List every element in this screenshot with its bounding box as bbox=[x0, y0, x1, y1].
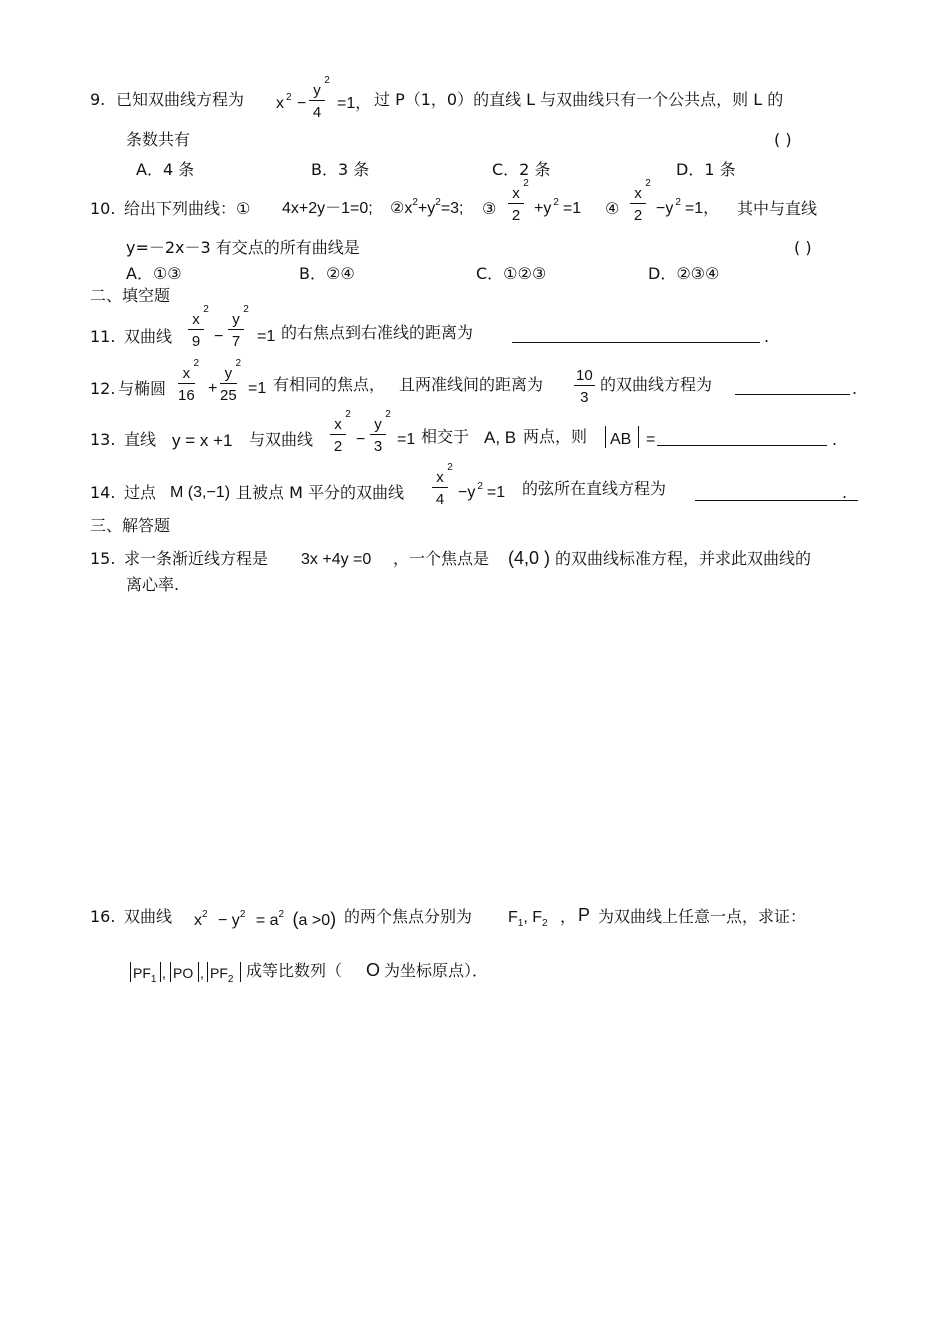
q11-fraction-x: x 2 9 bbox=[188, 312, 204, 349]
q13-line-equation: y = x +1 bbox=[172, 431, 233, 450]
q10-answer-paren: ( ) bbox=[794, 238, 812, 257]
q15-text: ，一个焦点是 bbox=[393, 549, 490, 568]
q9-prefix: 已知双曲线方程为 bbox=[116, 90, 245, 109]
q10-curve4-fraction: x 2 2 bbox=[630, 186, 646, 223]
q16-line2-text: 成等比数列（ bbox=[246, 961, 343, 980]
q9-fraction: y 2 4 bbox=[309, 83, 325, 120]
q12-prefix: 与椭圆 bbox=[118, 379, 167, 398]
q12-eq: =1 bbox=[248, 380, 267, 397]
q12-distance-fraction: 10 3 bbox=[576, 367, 593, 406]
q12-text1: 有相同的焦点， bbox=[273, 375, 386, 394]
q16-pf2: $PF_2$ bbox=[210, 965, 234, 985]
q11-end: . bbox=[764, 327, 770, 346]
q11-eq: =1 bbox=[257, 328, 276, 345]
q16-abs-bar bbox=[198, 962, 199, 982]
q10-option-b: B．②④ bbox=[299, 264, 355, 283]
q16-sep: ， bbox=[560, 907, 577, 926]
q12-text3: 的双曲线方程为 bbox=[600, 375, 713, 394]
q9-eq-rhs: =1， bbox=[337, 95, 372, 112]
q9-text: 过 P（1，0）的直线 L 与双曲线只有一个公共点，则 L 的 bbox=[374, 90, 784, 109]
q16-prefix: 双曲线 bbox=[124, 907, 173, 926]
q10-option-c: C．①②③ bbox=[476, 264, 547, 283]
q12-fraction-x: x 2 16 bbox=[178, 358, 200, 404]
q10-curve3-rest: +y $^2$ =1 bbox=[534, 197, 582, 217]
q12-end: . bbox=[852, 379, 858, 398]
q15-number: 15. bbox=[90, 549, 116, 568]
q16-sep2: , bbox=[200, 965, 204, 981]
q10-number: 10. bbox=[90, 199, 116, 218]
q10-line2: y=－2x－3 有交点的所有曲线是 bbox=[126, 238, 360, 257]
q11-prefix: 双曲线 bbox=[124, 327, 173, 346]
q9-answer-paren: ( ) bbox=[774, 130, 792, 149]
q10-curve3-label: ③ bbox=[482, 199, 497, 218]
q9-option-a: A．4 条 bbox=[136, 160, 195, 179]
q9-option-d: D．1 条 bbox=[676, 160, 736, 179]
q10-curve4-label: ④ bbox=[605, 199, 620, 218]
q9-option-c: C．2 条 bbox=[492, 160, 551, 179]
q9-eq-x: x $^2$ bbox=[276, 92, 292, 112]
section-heading-solve: 三、解答题 bbox=[90, 516, 171, 535]
q14-number: 14. bbox=[90, 483, 116, 502]
q13-eq2: = bbox=[646, 431, 656, 448]
q16-po: PO bbox=[173, 965, 194, 981]
q9-number: 9. bbox=[90, 90, 106, 109]
q11-answer-blank[interactable] bbox=[512, 342, 760, 343]
q13-mid: 与双曲线 bbox=[249, 430, 314, 449]
q16-text: 的两个焦点分别为 bbox=[344, 907, 473, 926]
q16-point-p: P bbox=[578, 905, 591, 925]
q13-answer-blank[interactable] bbox=[657, 445, 827, 446]
q14-prefix: 过点 bbox=[124, 483, 157, 502]
q14-text2: 的弦所在直线方程为 bbox=[522, 479, 667, 498]
q14-rest: −y $^2$ =1 bbox=[458, 481, 506, 501]
q14-text: 且被点 M 平分的双曲线 bbox=[236, 483, 404, 502]
q13-abs-right bbox=[638, 426, 639, 448]
q13-text2: 两点，则 bbox=[523, 427, 588, 446]
q14-answer-blank[interactable] bbox=[695, 500, 858, 501]
q11-text: 的右焦点到右准线的距离为 bbox=[281, 323, 474, 342]
q13-text: 相交于 bbox=[421, 427, 470, 446]
q13-ab: AB bbox=[610, 431, 632, 448]
q12-fraction-y: y 2 25 bbox=[220, 358, 242, 404]
q10-curve3-fraction: x 2 2 bbox=[508, 186, 524, 223]
q9-option-b: B．3 条 bbox=[311, 160, 370, 179]
q10-suffix: 其中与直线 bbox=[737, 199, 818, 218]
q9-line2: 条数共有 bbox=[126, 130, 191, 149]
q16-text2: 为双曲线上任意一点，求证： bbox=[598, 907, 807, 926]
q16-pf1: $PF_1$ bbox=[133, 965, 157, 985]
section-heading-fill-in: 二、填空题 bbox=[90, 286, 171, 305]
q16-abs-bar bbox=[240, 962, 241, 982]
q10-curve4-rest: −y $^2$ =1， bbox=[656, 197, 720, 217]
q16-line2-end: 为坐标原点）． bbox=[384, 961, 489, 980]
q10-curve2: $②x^2+y^2=3$; bbox=[390, 197, 464, 217]
q16-abs-bar bbox=[160, 962, 161, 982]
q16-foci: $F_1$, $F_2$ bbox=[508, 909, 548, 930]
q16-abs-bar bbox=[207, 962, 208, 982]
q16-abs-bar bbox=[130, 962, 131, 982]
q16-sep1: , bbox=[162, 965, 166, 981]
q15-asymptote: 3x +4y =0 bbox=[301, 551, 372, 568]
q16-equation: $x^2 - y^2 = a^2$ (a >0) bbox=[194, 909, 337, 929]
q15-text2: 的双曲线标准方程，并求此双曲线的 bbox=[555, 549, 812, 568]
q11-fraction-y: y 2 7 bbox=[228, 312, 244, 349]
q14-point: M (3,−1) bbox=[170, 484, 231, 501]
q15-focus: (4,0 ) bbox=[508, 548, 551, 568]
q10-option-a: A．①③ bbox=[126, 264, 182, 283]
q13-fraction-x: x 2 2 bbox=[330, 417, 346, 454]
q12-op: + bbox=[208, 380, 218, 397]
q11-number: 11. bbox=[90, 327, 116, 346]
q13-end: . bbox=[832, 430, 838, 449]
q13-op: − bbox=[356, 431, 366, 448]
q12-answer-blank[interactable] bbox=[735, 394, 850, 395]
q16-origin: O bbox=[366, 960, 381, 980]
q12-number: 12. bbox=[90, 379, 116, 398]
q14-fraction: x 2 4 bbox=[432, 470, 448, 507]
q11-op: − bbox=[214, 328, 224, 345]
q13-abs-left bbox=[605, 426, 606, 448]
q10-option-d: D．②③④ bbox=[648, 264, 720, 283]
q15-prefix: 求一条渐近线方程是 bbox=[124, 549, 269, 568]
q13-eq: =1 bbox=[397, 431, 416, 448]
q13-points: A, B bbox=[484, 428, 517, 447]
q12-text2: 且两准线间的距离为 bbox=[399, 375, 544, 394]
q9-eq-minus: − bbox=[297, 95, 307, 112]
q14-end: . bbox=[842, 483, 848, 502]
q15-line2: 离心率. bbox=[126, 575, 180, 594]
q13-prefix: 直线 bbox=[124, 430, 157, 449]
q13-fraction-y: y 2 3 bbox=[370, 417, 386, 454]
q10-prefix: 给出下列曲线：① bbox=[124, 199, 251, 218]
q16-abs-bar bbox=[170, 962, 171, 982]
q13-number: 13. bbox=[90, 430, 116, 449]
q10-curve1: 4x+2y－1=0; bbox=[282, 200, 373, 217]
q16-number: 16. bbox=[90, 907, 116, 926]
